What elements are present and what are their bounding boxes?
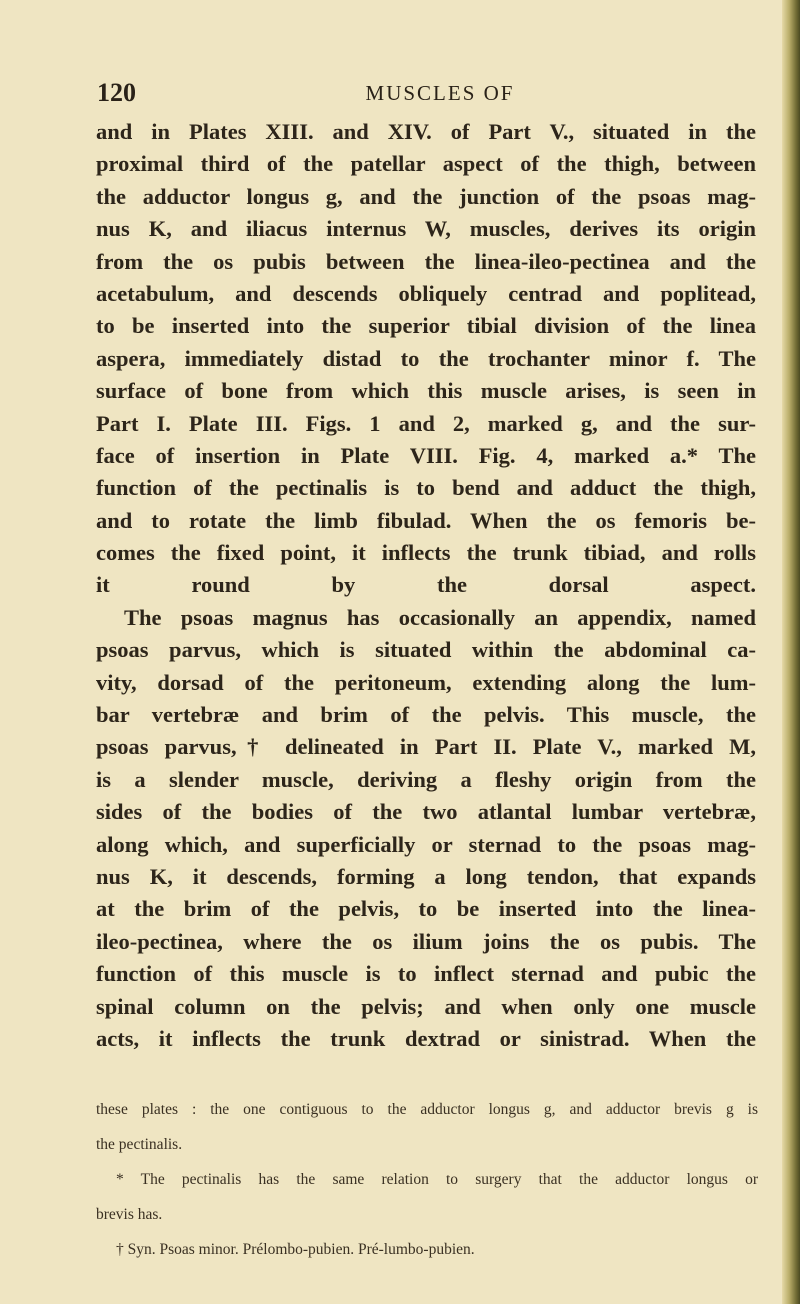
footnotes bbox=[96, 1092, 758, 1267]
text-line: sides of the bodies of the two atlantal lumbar vertebræ, bbox=[96, 799, 756, 825]
text-line: the adductor longus g, and the junction of the psoas mag- bbox=[96, 183, 756, 209]
text-line: it round by the dorsal aspect. bbox=[96, 572, 756, 598]
text-line: face of insertion in Plate VIII. Fig. 4, marked a.* The bbox=[96, 442, 756, 468]
footnote-line: these plates : the one contiguous to the adductor longus g, and adductor brevis g is bbox=[96, 1101, 758, 1118]
text-line: nus K, it descends, forming a long tendon, that expands bbox=[96, 863, 756, 889]
text-line: psoas parvus,† delineated in Part II. Plate V., marked M, bbox=[96, 734, 756, 760]
running-title: MUSCLES OF bbox=[365, 81, 515, 105]
footnote-line: brevis has. bbox=[96, 1206, 163, 1223]
text-line: surface of bone from which this muscle arises, is seen in bbox=[96, 378, 756, 404]
text-line: acts, it inflects the trunk dextrad or sinistrad. When the bbox=[96, 1025, 756, 1051]
text-line: spinal column on the pelvis; and when only one muscle bbox=[96, 993, 756, 1019]
text-line: bar vertebræ and brim of the pelvis. This muscle, the bbox=[96, 702, 756, 728]
text-line: is a slender muscle, deriving a fleshy origin from the bbox=[96, 766, 756, 792]
text-line: from the os pubis between the linea-ileo-pectinea and the bbox=[96, 248, 756, 274]
text-line: and to rotate the limb fibulad. When the os femoris be- bbox=[96, 507, 756, 533]
text-line: proximal third of the patellar aspect of the thigh, between bbox=[96, 151, 756, 177]
text-line: acetabulum, and descends obliquely centrad and poplitead, bbox=[96, 280, 756, 306]
footnote-line: * The pectinalis has the same relation to surgery that the adductor longus or bbox=[116, 1171, 758, 1188]
body-text bbox=[96, 116, 756, 1055]
text-line: ileo-pectinea, where the os ilium joins the os pubis. The bbox=[96, 928, 756, 954]
footnote-line: the pectinalis. bbox=[96, 1136, 183, 1153]
text-line: nus K, and iliacus internus W, muscles, derives its origin bbox=[96, 216, 756, 242]
text-line: and in Plates XIII. and XIV. of Part V., situated in the bbox=[96, 119, 756, 144]
text-line: to be inserted into the superior tibial division of the linea bbox=[96, 313, 756, 339]
text-line: function of this muscle is to inflect sternad and pubic the bbox=[96, 961, 756, 987]
text-line: comes the fixed point, it inflects the trunk tibiad, and rolls bbox=[96, 540, 756, 566]
text-line: at the brim of the pelvis, to be inserted into the linea- bbox=[96, 896, 756, 922]
page-edge bbox=[782, 0, 800, 1304]
footnote-line: † Syn. Psoas minor. Prélombo-pubien. Pré-lumbo-pubien. bbox=[116, 1241, 475, 1258]
text-line: vity, dorsad of the peritoneum, extending along the lum- bbox=[96, 669, 756, 695]
text-line: psoas parvus, which is situated within the abdominal ca- bbox=[96, 637, 756, 663]
text-line: function of the pectinalis is to bend and adduct the thigh, bbox=[96, 475, 756, 501]
text-line: aspera, immediately distad to the trochanter minor f. The bbox=[96, 345, 756, 371]
page-number: 120 bbox=[97, 78, 136, 107]
text-line: The psoas magnus has occasionally an appendix, named bbox=[124, 604, 756, 630]
text-line: Part I. Plate III. Figs. 1 and 2, marked g, and the sur- bbox=[96, 410, 756, 436]
text-line: along which, and superficially or sternad to the psoas mag- bbox=[96, 831, 756, 857]
